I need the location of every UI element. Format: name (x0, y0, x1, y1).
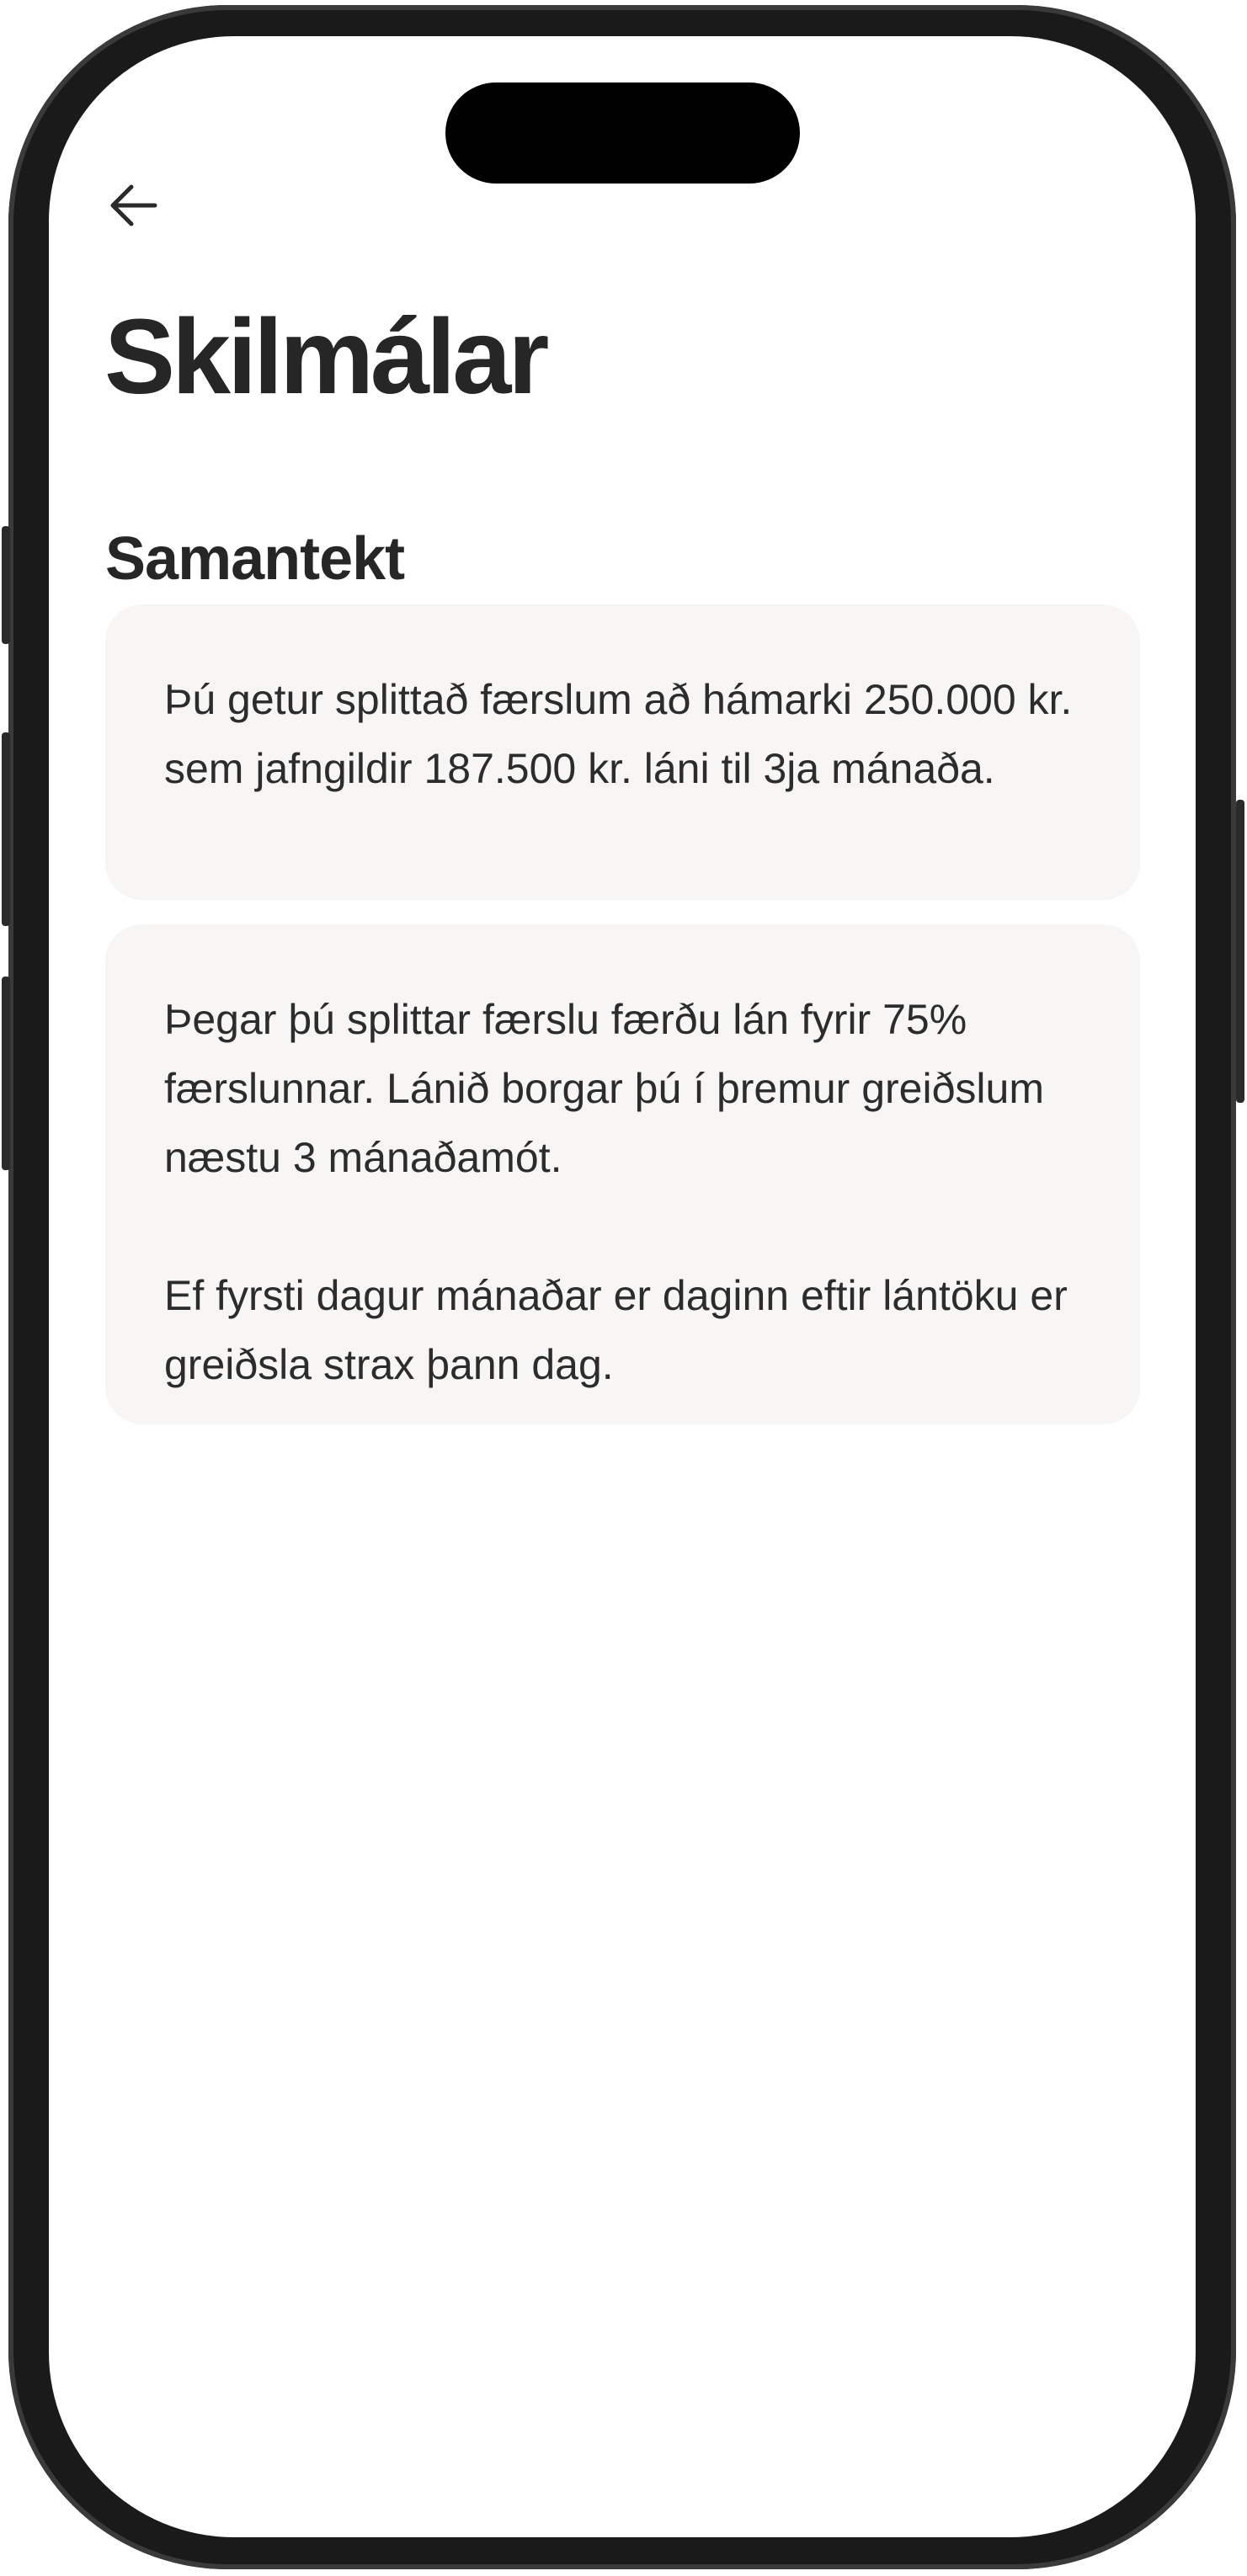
card-text: Ef fyrsti dagur mánaðar er daginn eftir lántöku er greiðsla strax þann dag. (164, 1272, 1068, 1388)
card-text: Þú getur splittað færslum að hámarki 250.000 kr. sem jafngildir 187.500 kr. láni til 3ja mánaða. (164, 676, 1073, 792)
screen (49, 36, 1196, 2537)
dynamic-island (445, 82, 800, 184)
page-title: Skilmálar (104, 297, 546, 416)
action-button (2, 526, 10, 644)
section-title: Samantekt (105, 525, 405, 593)
back-button[interactable] (106, 178, 160, 232)
summary-card (105, 604, 1140, 900)
summary-card (105, 924, 1140, 1424)
volume-up-button (2, 732, 10, 926)
power-button (1236, 800, 1244, 1103)
card-text: Þegar þú splittar færslu færðu lán fyrir 75% færslunnar. Lánið borgar þú í þremur greiðslum næstu 3 mánaðamót. (164, 996, 1044, 1181)
volume-down-button (2, 977, 10, 1170)
arrow-left-icon (106, 178, 160, 232)
